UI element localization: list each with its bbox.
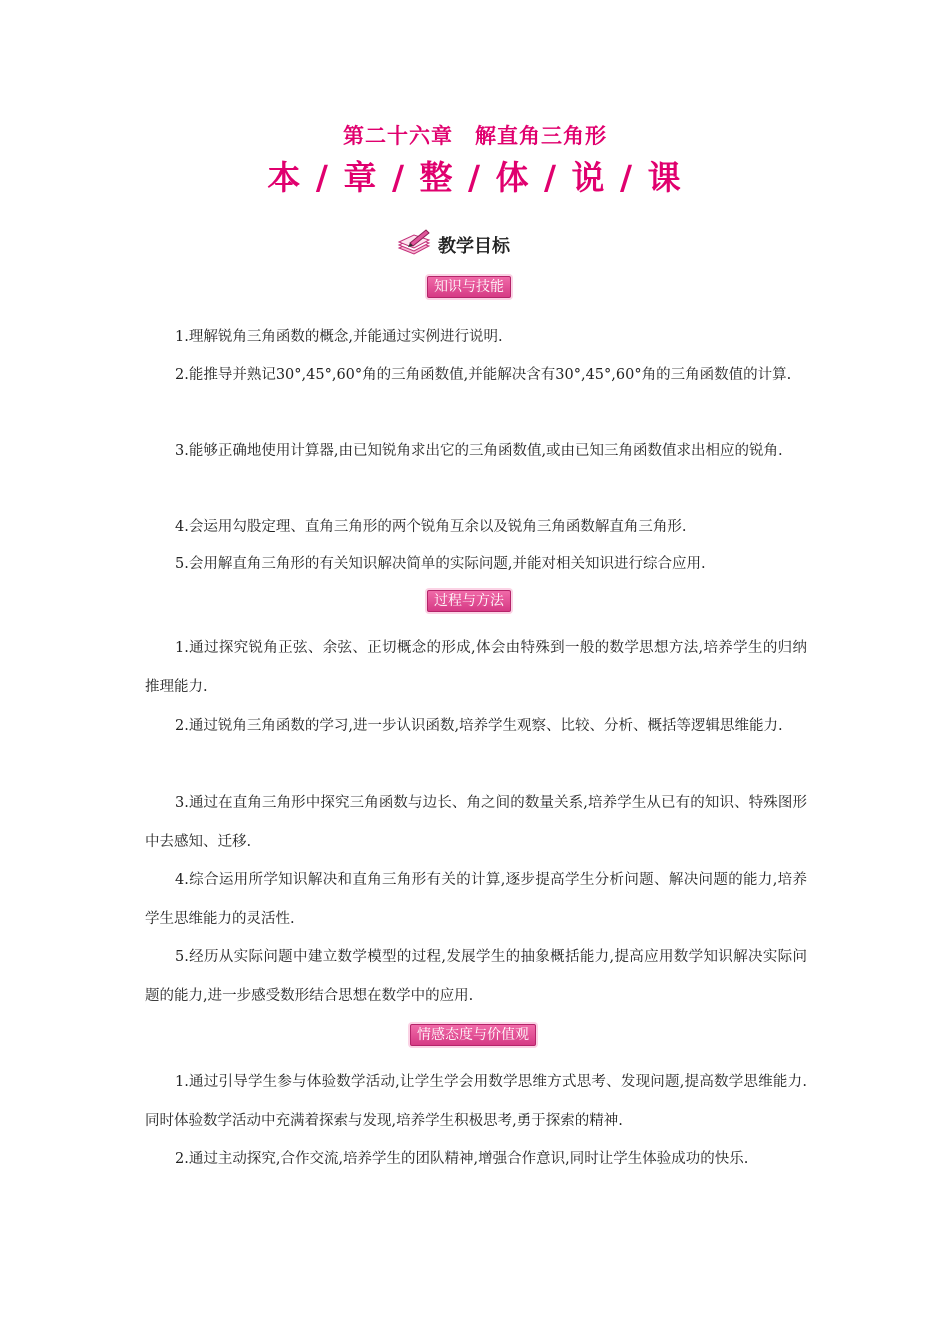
- tag-emotion-values: 情感态度与价值观: [410, 1024, 536, 1046]
- chapter-title: 第二十六章 解直角三角形: [343, 124, 607, 148]
- pencil-book-icon: [396, 228, 432, 262]
- section-heading: [396, 228, 510, 262]
- chapter-banner: 本 / 章 / 整 / 体 / 说 / 课: [267, 158, 683, 197]
- section-label: 教学目标: [438, 236, 510, 257]
- objective-item: 2.通过锐角三角函数的学习,进一步认识函数,培养学生观察、比较、分析、概括等逻辑思维能力.: [175, 718, 783, 734]
- tag-process-method: 过程与方法: [427, 590, 511, 612]
- objective-item: 4.综合运用所学知识解决和直角三角形有关的计算,逐步提高学生分析问题、解决问题的能力,培养学生思维能力的灵活性.: [145, 872, 807, 927]
- objective-item: 5.经历从实际问题中建立数学模型的过程,发展学生的抽象概括能力,提高应用数学知识解决实际问题的能力,进一步感受数形结合思想在数学中的应用.: [145, 949, 807, 1004]
- objective-item: 3.通过在直角三角形中探究三角函数与边长、角之间的数量关系,培养学生从已有的知识、特殊图形中去感知、迁移.: [145, 795, 807, 850]
- objective-item: 2.通过主动探究,合作交流,培养学生的团队精神,增强合作意识,同时让学生体验成功的快乐.: [175, 1151, 749, 1167]
- objective-item: 1.理解锐角三角函数的概念,并能通过实例进行说明.: [175, 329, 503, 345]
- objective-item: 4.会运用勾股定理、直角三角形的两个锐角互余以及锐角三角函数解直角三角形.: [175, 519, 687, 535]
- objective-item: 1.通过引导学生参与体验数学活动,让学生学会用数学思维方式思考、发现问题,提高数学思维能力.同时体验数学活动中充满着探索与发现,培养学生积极思考,勇于探索的精神.: [145, 1074, 807, 1129]
- objective-item: 5.会用解直角三角形的有关知识解决简单的实际问题,并能对相关知识进行综合应用.: [175, 556, 706, 572]
- objective-item: 2.能推导并熟记30°,45°,60°角的三角函数值,并能解决含有30°,45°,60°角的三角函数值的计算.: [175, 367, 792, 383]
- tag-knowledge-skills: 知识与技能: [427, 276, 511, 298]
- objective-item: 3.能够正确地使用计算器,由已知锐角求出它的三角函数值,或由已知三角函数值求出相应的锐角.: [175, 443, 783, 459]
- objective-item: 1.通过探究锐角正弦、余弦、正切概念的形成,体会由特殊到一般的数学思想方法,培养学生的归纳推理能力.: [145, 640, 807, 695]
